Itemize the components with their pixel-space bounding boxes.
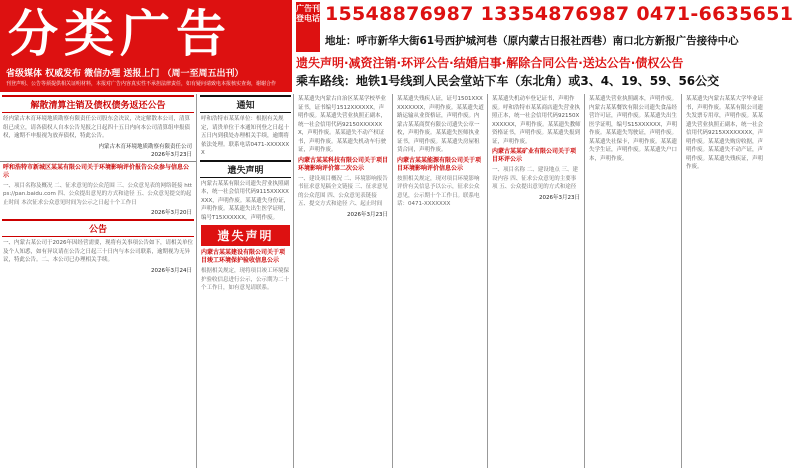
notice-body: 一、建设项目概况 二、环境影响报告书征求意见稿全文链接 三、征求意见的公众范围 四、公众意见表链接 五、提交方式和途径 六、起止时间 [298, 175, 388, 207]
notice-body: 一、项目名称及概况 二、征求意见的公众范围 三、公众意见表的网络链接 https://pan.baidu.com 四、公众提出意见的方式和途径 五、公众意见提交的起止时间 本次征求公众意见时间为公示之日起十个工作日 [3, 182, 193, 206]
notice-body: 呼和浩特市某某单位：根据有关规定，请贵单位于本通知刊登之日起十五日内到我处办理相关手续，逾期将依法处理。联系电话0471-XXXXXXX [201, 116, 290, 156]
notice-body: 某某遗失内蒙古自治区某某学校毕业证书，证书编号1512XXXXXX，声明作废。某某遗失营业执照正副本，统一社会信用代码92150XXXXXXX，声明作废。某某遗失不动产权证书，声明作废。某某遗失机动车行驶证，声明作废。 [298, 96, 387, 153]
phone-1: 15548876987 [325, 3, 474, 25]
divider [0, 161, 196, 162]
notice-signature: 内蒙古木育环境地质勘察有限责任公司 [98, 143, 192, 150]
hotline-tag: 广告刊登电话 [296, 2, 320, 52]
brand-block [0, 0, 292, 92]
column-3 [295, 94, 393, 468]
notice-date: 2026年3月23日 [347, 211, 388, 218]
notice-body: 一、项目名称 二、建设地点 三、建设内容 四、征求公众意见的主要事项 五、公众提出意见的方式和途径 [492, 167, 578, 190]
notice-title: 内蒙古某某矿业有限公司关于项目环评公示 [492, 148, 577, 163]
phone-3: 0471-6635651 [636, 3, 793, 25]
brand-note: 刊登声明、公告等须提供相关证明材料，本报对广告内容真实性不承担法律责任，如有疑问请致电本报核实查询，谢谢合作 [6, 81, 277, 87]
notice-title: 内蒙古某某能源有限公司关于项目环境影响评价信息公示 [397, 156, 482, 172]
notice-body: 某某遗失残疾人证，证号1501XXXXXXXXXX，声明作废。某某遗失道路运输从业资格证，声明作废。内蒙古某某商贸有限公司遗失公章一枚，声明作废。某某遗失医师执业证书，声明作废。某某遗失房屋租赁合同，声明作废。 [397, 96, 484, 153]
column-4 [394, 94, 488, 468]
notice-body: 一、内蒙古某公司于2026年因经营需要，现将有关事项公告如下，请相关单位及个人知悉，如有异议请在公告之日起三十日内与本公司联系，逾期视为无异议，特此公告。二、本公司已办理相关手续。 [3, 240, 193, 263]
header [0, 0, 793, 92]
notice-date: 2026年3月20日 [151, 210, 192, 216]
slogan: 省级媒体 权威发布 微信办理 送报上门 （周一至周五出刊） [6, 69, 244, 79]
notice-body: 内蒙古某某有限公司遗失营业执照副本，统一社会信用代码9115XXXXXXXX，声明作废。某某遗失身份证，声明作废。某某遗失出生医学证明，编号T15XXXXXX，声明作废。 [201, 180, 290, 221]
services-list: 遗失声明·减资注销·环评公告·结婚启事·解除合同公告·送达公告·债权公告 [296, 56, 684, 70]
bus-route: 乘车路线：地铁1号线到人民会堂站下车（东北角）或3、4、19、59、56公交 [296, 74, 720, 88]
notice-title: 内蒙古某某科技有限公司关于项目环境影响评价第二次公示 [298, 156, 389, 172]
notice-body: 某某遗失机动车登记证书，声明作废。呼和浩特市某某商店遗失营业执照正本，统一社会信用代码92150XXXXXXX，声明作废。某某遗失教师资格证书，声明作废。某某遗失报到证，声明作废。 [492, 96, 581, 145]
notice-date: 2026年3月23日 [151, 151, 192, 158]
column-7 [683, 94, 768, 468]
notice-body: 经内蒙古木育环境地质勘察有限责任公司股东会决议，决定解散本公司，清算组已成立，请各债权人自本公告见报之日起四十五日内向本公司清算组申报债权，逾期不申报视为放弃债权，特此公告。 [3, 116, 191, 139]
notice-title: 呼和浩特市新城区某某有限公司关于环境影响评价报告公众参与信息公示 [3, 163, 190, 179]
notice-date: 2026年3月24日 [151, 267, 192, 274]
ads-content [0, 94, 768, 468]
notice-title: 通知 [200, 95, 291, 113]
notice-body: 按照相关规定，现对项目环境影响评价有关信息予以公示，征求公众意见，公示期十个工作日。联系电话：0471-XXXXXXX [397, 175, 480, 207]
notice-body: 某某遗失内蒙古某某大学毕业证书，声明作废。某某有限公司遗失发票专用章，声明作废。某某遗失营业执照正副本，统一社会信用代码9215XXXXXXXX，声明作废。某某遗失购房收据，声明作废。某某遗失不动产证，声明作废。某某遗失残疾证，声明作废。 [686, 96, 764, 170]
column-6 [586, 94, 682, 468]
address: 地址：呼市新华大街61号西护城河巷（原内蒙古日报社西巷）南口北方新报广告接待中心 [325, 35, 739, 47]
notice-title: 公告 [2, 219, 194, 237]
notice-title: 解散清算注销及债权债务返还公告 [2, 95, 194, 113]
column-5 [489, 94, 585, 468]
notice-date: 2026年3月23日 [539, 194, 580, 201]
page-title: 分类广告 [8, 4, 232, 63]
phone-2: 13354876987 [480, 3, 630, 25]
notice-body: 根据相关规定，现将项目竣工环境保护验收信息进行公示，公示期为二十个工作日，如有意见请联系。 [201, 268, 290, 291]
notice-title: 内蒙古某某建设有限公司关于项目竣工环境保护验收信息公示 [201, 249, 286, 264]
notice-title: 遗失声明 [200, 160, 291, 178]
notice-body: 某某遗失营业执照副本，声明作废。内蒙古某某餐饮有限公司遗失食品经营许可证，声明作废。某某遗失出生医学证明，编号S15XXXXXX，声明作废。某某遗失驾驶证，声明作废。某某遗失社保卡，声明作废。某某遗失学生证，声明作废。某某遗失户口本，声明作废。 [589, 96, 678, 162]
phone-numbers [325, 3, 793, 25]
lost-notice-banner: 遗失声明 [201, 225, 290, 246]
column-1 [0, 94, 197, 468]
column-2 [198, 94, 294, 468]
